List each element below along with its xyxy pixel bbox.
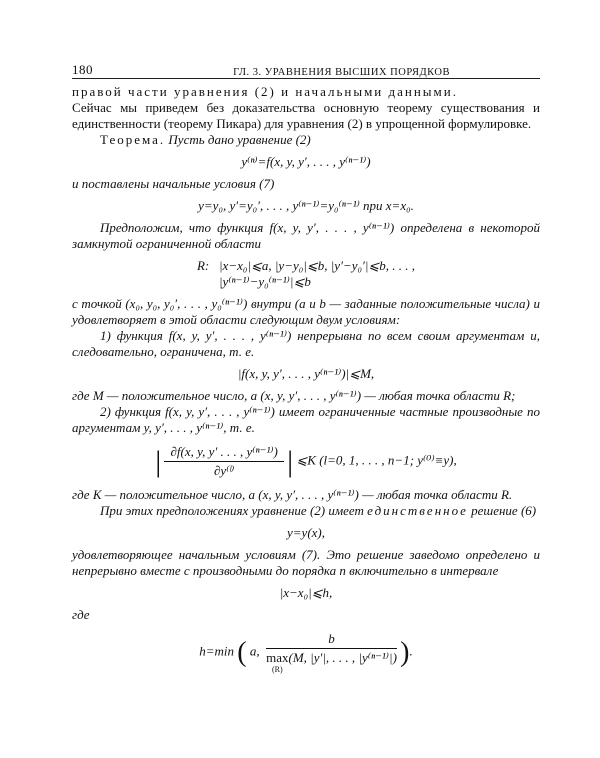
- paragraph-assumption: Предположим, что функция f(x, y, y′, . . . , y⁽ⁿ⁻¹⁾) определена в некоторой замкнутой ограниченной области: [72, 220, 540, 251]
- min-first-arg: a,: [249, 643, 260, 659]
- equation-6: y=y(x),: [287, 525, 325, 540]
- max-arguments: (M, |y′|, . . . , |y⁽ⁿ⁻¹⁾|): [288, 650, 397, 665]
- paragraph-point: с точкой (x₀, y₀, y₀′, . . . , y₀⁽ⁿ⁻¹⁾) внутри (a и b — заданные положительные числа) и удовлетворяет в этой области следующим двум условиям:: [72, 296, 540, 327]
- equation-3: [72, 258, 540, 290]
- fraction-denominator: [266, 649, 397, 674]
- page-body: [72, 84, 540, 682]
- fraction-numerator: ∂f(x, y, y′ . . . , y⁽ⁿ⁻¹⁾): [164, 444, 283, 462]
- paragraph-solution: удовлетворяющее начальным условиям (7). Это решение заведомо определено и непрерывно вместе с производными до порядка n включительно в интервале: [72, 547, 540, 578]
- paragraph-continuation: правой части уравнения (2) и начальными данными.: [72, 84, 458, 99]
- paren-left: (: [237, 636, 247, 668]
- paragraph-conclusion: [72, 503, 540, 519]
- unique-word: единственное: [367, 503, 468, 518]
- fraction-denominator: ∂y⁽ˡ⁾: [214, 463, 235, 478]
- abs-bar-left: |: [155, 444, 162, 478]
- partial-derivative-fraction: [164, 444, 283, 479]
- paren-right: ): [400, 636, 410, 668]
- theorem-statement: [72, 132, 540, 148]
- equation-4: |f(x, y, y′, . . . , y⁽ⁿ⁻¹⁾)|⩽M,: [237, 366, 375, 381]
- h-min-label: h=min: [199, 643, 235, 659]
- equation-8-end: .: [409, 643, 413, 659]
- page-number: 180: [72, 62, 93, 77]
- paragraph-initial-conditions: и поставлены начальные условия (7): [72, 176, 275, 191]
- fraction-numerator: b: [266, 631, 397, 649]
- equation-7: |x−x₀|⩽h,: [279, 585, 333, 600]
- theorem-intro: Пусть дано уравнение (2): [165, 132, 311, 147]
- paragraph-k-definition: где K — положительное число, a (x, y, y′, . . . , y⁽ⁿ⁻¹⁾) — любая точка области R.: [72, 487, 513, 502]
- theorem-word: Теорема.: [100, 132, 166, 147]
- region-line-2: |y⁽ⁿ⁻¹⁾−y₀⁽ⁿ⁻¹⁾|⩽b: [218, 274, 311, 289]
- equation-1: y⁽ⁿ⁾=f(x, y, y′, . . . , y⁽ⁿ⁻¹⁾): [241, 154, 371, 169]
- paragraph-intro: Сейчас мы приведем без доказательства основную теорему существования и единственности (теорему Пикара) для уравнения (2) в упрощенной формулировке.: [72, 100, 540, 131]
- max-operator: max (R): [266, 650, 289, 674]
- region-conditions: [219, 258, 415, 290]
- equation-8: [72, 631, 540, 674]
- paragraph-condition-2: 2) функция f(x, y, y′, . . . , y⁽ⁿ⁻¹⁾) имеет ограниченные частные производные по аргументам y, y′, . . . , y⁽ⁿ⁻¹⁾, т. е.: [72, 404, 540, 435]
- paragraph-where: где: [72, 607, 90, 622]
- region-line-1: |x−x₀|⩽a, |y−y₀|⩽b, |y′−y₀′|⩽b, . . . ,: [218, 258, 416, 273]
- conclusion-start: При этих предположениях уравнение (2) имеет: [100, 503, 368, 518]
- conclusion-end: решение (6): [467, 503, 537, 518]
- running-title: ГЛ. 3. УРАВНЕНИЯ ВЫСШИХ ПОРЯДКОВ: [233, 67, 450, 78]
- page-header: [72, 60, 540, 79]
- equation-2: y=y₀, y′=y₀′, . . . , y⁽ⁿ⁻¹⁾=y₀⁽ⁿ⁻¹⁾ при x=x₀.: [198, 198, 414, 213]
- abs-bar-right: |: [287, 444, 294, 478]
- min-second-fraction: [266, 631, 397, 674]
- paragraph-m-definition: где M — положительное число, a (x, y, y′, . . . , y⁽ⁿ⁻¹⁾) — любая точка области R;: [72, 388, 516, 403]
- equation-5: [72, 444, 540, 479]
- equation-5-rest: ⩽K (l=0, 1, . . . , n−1; y⁽⁰⁾≡y),: [296, 452, 457, 468]
- max-subscript: (R): [271, 665, 283, 674]
- region-label: R:: [196, 258, 210, 273]
- paragraph-condition-1: 1) функция f(x, y, y′, . . . , y⁽ⁿ⁻¹⁾) непрерывна по всем своим аргументам и, следовательно, ограничена, т. е.: [72, 328, 540, 359]
